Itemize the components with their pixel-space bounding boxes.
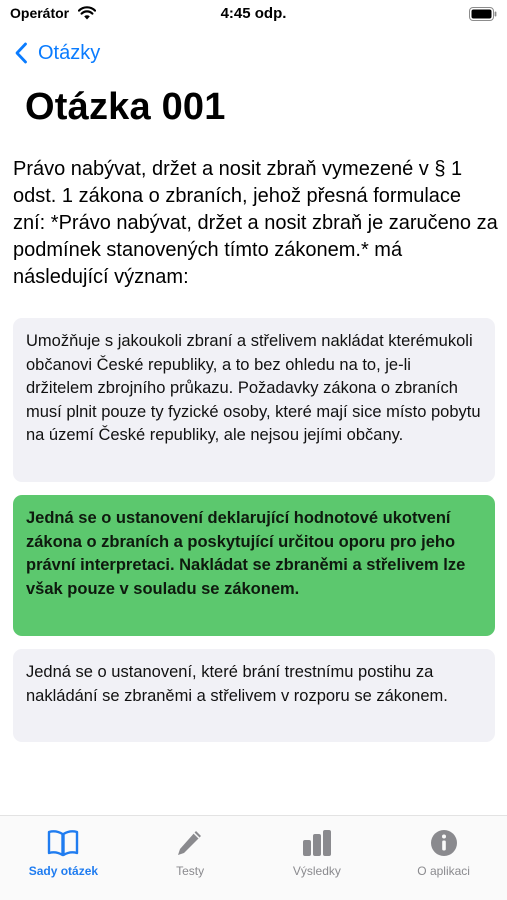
battery-icon: [469, 7, 497, 21]
tab-question-sets[interactable]: [0, 816, 127, 900]
back-button[interactable]: [14, 40, 100, 66]
carrier-label: Operátor: [10, 5, 70, 21]
question-text: Právo nabývat, držet a nosit zbraň vymezené v § 1 odst. 1 zákona o zbraních, jehož přesná formulace zní: *Právo nabývat, držet a nosit zbraň je zaručeno za podmínek stanovených tímto zákonem.* má následující význam:: [13, 158, 498, 288]
tab-label: Výsledky: [292, 864, 341, 878]
chevron-left-icon: [14, 42, 28, 64]
back-button-label: Otázky: [38, 41, 101, 64]
page-title: Otázka 001: [25, 86, 226, 128]
answer-option-3[interactable]: Jedná se o ustanovení, které brání trestnímu postihu za nakládání se zbraněmi a střelivem v rozporu se zákonem.: [13, 649, 495, 742]
tab-about[interactable]: [380, 816, 507, 900]
answer-option-2-correct[interactable]: Jedná se o ustanovení deklarující hodnotové ukotvení zákona o zbraních a poskytující určitou oporu pro jeho právní interpretaci. Nakládat se zbraněmi a střelivem lze však pouze v souladu se zákonem.: [13, 495, 495, 636]
tab-label: Sady otázek: [28, 864, 99, 878]
tab-tests[interactable]: [127, 816, 254, 900]
info-icon: [427, 828, 461, 858]
bar-chart-icon: [300, 828, 334, 858]
book-icon: [46, 828, 80, 858]
tab-results[interactable]: [254, 816, 381, 900]
tab-label: Testy: [176, 864, 205, 878]
pencil-icon: [173, 828, 207, 858]
status-bar: [0, 0, 507, 30]
answer-option-1[interactable]: Umožňuje s jakoukoli zbraní a střelivem nakládat kterémukoli občanovi České republiky, a to bez ohledu na to, je-li držitelem zbrojního průkazu. Požadavky zákona o zbraních musí plnit pouze ty fyzické osoby, které mají sice místo pobytu na území České republiky, ale nejsou jejími občany.: [13, 318, 495, 482]
tab-bar: [0, 815, 507, 900]
tab-label: O aplikaci: [417, 864, 470, 878]
status-time: 4:45 odp.: [220, 5, 287, 22]
